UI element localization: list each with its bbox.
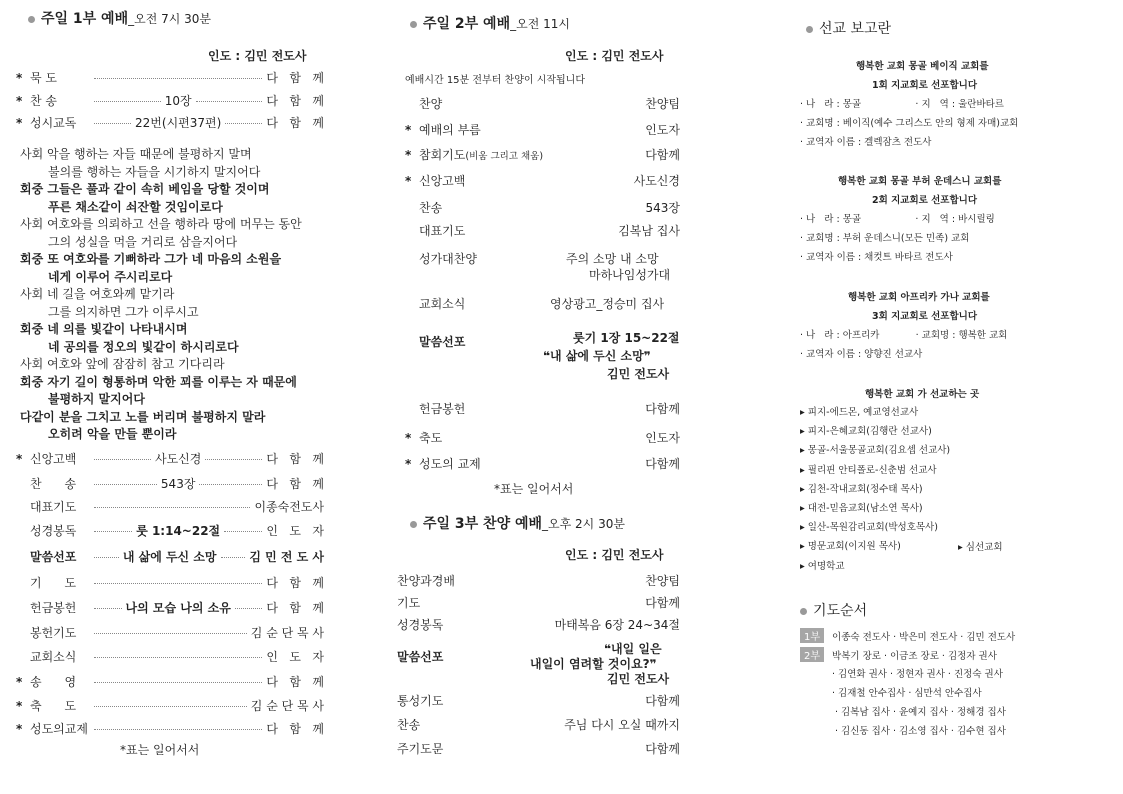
order-person: 찬양팀: [645, 97, 680, 111]
order-item: 참회기도: [419, 148, 466, 162]
service-3-title: [410, 513, 625, 533]
order-person: 다 함 께: [266, 601, 325, 615]
report-detail: · 교역자 이름 : 양향진 선교사: [800, 349, 923, 360]
prayer-names: 이종숙 전도사 · 박은미 전도사 · 김민 전도사: [832, 632, 1016, 643]
standing-marker: *: [16, 722, 23, 736]
order-item: 기도: [397, 596, 421, 610]
prayer-order-heading: 기도순서: [813, 603, 868, 619]
order-row: [397, 692, 680, 709]
prayer-names-more: · 김재철 안수집사 · 심만석 안수집사: [832, 688, 982, 699]
report-detail: · 교회명 : 베이직(예수 그리스도 안의 형제 자매)교회: [800, 118, 1019, 129]
sermon-preacher: 김민 전도사: [607, 367, 670, 381]
order-item: 찬양과경배: [397, 574, 455, 588]
order-row: [16, 114, 324, 131]
dot-leader: [94, 682, 262, 683]
order-row: [16, 648, 324, 665]
order-detail: 22번(시편37편): [135, 116, 222, 130]
order-person: 사도신경: [633, 174, 680, 188]
order-person: 다 함 께: [266, 452, 325, 466]
order-person: 다함께: [645, 457, 680, 471]
standing-marker: *: [405, 431, 412, 445]
prayer-row: [800, 647, 997, 662]
report-heading: 행복한 교회 몽골 베이직 교회를: [856, 61, 989, 72]
order-item: 헌금봉헌: [419, 402, 466, 416]
report-declaration: 2회 지교회로 선포합니다: [872, 195, 977, 206]
order-person: 다 함 께: [266, 576, 324, 590]
standing-marker: *: [405, 457, 412, 471]
bullet-icon: [800, 608, 807, 615]
order-row: [405, 455, 680, 472]
service-1-title: [28, 8, 211, 28]
order-item: 성도의교제: [30, 722, 88, 736]
order-person: 다 함 께: [266, 71, 324, 85]
order-item: 신앙고백: [30, 452, 77, 466]
order-row: [419, 400, 680, 417]
order-item: 찬 송: [30, 477, 77, 491]
dot-leader: [225, 123, 262, 124]
order-item: 교회소식: [30, 650, 77, 664]
support-extra: ▸ 심선교회: [958, 542, 1003, 553]
order-person: 김복남 집사: [618, 224, 680, 238]
order-row: [16, 574, 324, 591]
order-person: 다 함 께: [266, 722, 324, 736]
order-detail: 543장: [160, 477, 196, 491]
prayer-names-more: · 김연화 권사 · 정현자 권사 · 진정숙 권사: [832, 669, 1003, 680]
order-detail: 10장: [164, 94, 192, 108]
report-detail: · 나 라 : 몽골 · 지 역 : 바시릴링: [800, 214, 995, 225]
order-row: [16, 522, 324, 539]
order-item: 찬양: [419, 97, 443, 111]
sermon-title: ❝내 삶에 두신 소망❞: [543, 349, 651, 363]
report-detail: · 나 라 : 몽골 · 지 역 : 울란바타르: [800, 99, 1004, 110]
support-item: ▸ 필리핀 안티폴로-신춘범 선교사: [800, 464, 937, 476]
reading-line: 다같이 분을 그치고 노를 버리며 불평하지 말라: [20, 409, 266, 424]
reading-line: 사회 여호와를 의뢰하고 선을 행하라 땅에 머무는 동안: [20, 217, 302, 231]
support-item: ▸ 피지-에드몬, 예교영선교사: [800, 407, 919, 418]
order-row: [397, 594, 680, 611]
order-row: [16, 548, 324, 565]
support-item: ▸ 대전-믿음교회(남소연 목사): [800, 503, 923, 514]
bullet-icon: [806, 26, 813, 33]
order-row: [419, 222, 680, 239]
dot-leader: [205, 459, 262, 460]
order-person: 찬양팀: [645, 574, 680, 588]
order-person: 인도자: [645, 123, 680, 137]
order-item: 찬송: [419, 201, 443, 215]
sermon-reference: 룻기 1장 15~22절: [573, 331, 680, 345]
reading-line: 네 공의를 정오의 빛같이 하시리로다: [48, 339, 239, 354]
order-person: 주님 다시 오실 때까지: [564, 718, 680, 732]
news-label: 교회소식: [419, 297, 466, 311]
service-2-title: [410, 13, 570, 33]
order-person: 김 순 단 목 사: [250, 699, 324, 713]
order-person: 인 도 자: [266, 650, 324, 664]
sermon-3-title-2: 내일이 염려할 것이요?❞: [530, 657, 657, 671]
order-row: [16, 599, 324, 616]
order-item: 예배의 부름: [419, 123, 481, 137]
reading-line: 회중 그들은 풀과 같이 속히 베임을 당할 것이며: [20, 182, 270, 196]
order-row: [16, 498, 324, 515]
reading-line: 그를 의지하면 그가 이루시고: [48, 304, 199, 319]
order-row: [397, 616, 680, 633]
order-row: [16, 92, 324, 109]
report-detail: · 나 라 : 아프리카 · 교회명 : 행복한 교회: [800, 330, 1008, 341]
order-detail: 나의 모습 나의 소유: [125, 601, 231, 615]
support-item: ▸ 명문교회(이지원 목사): [800, 541, 901, 553]
order-person: 다 함 께: [266, 675, 324, 689]
sermon-label: 말씀선포: [419, 335, 466, 349]
standing-marker: *: [16, 699, 23, 713]
dot-leader: [221, 557, 246, 558]
dot-leader: [235, 608, 263, 609]
report-detail: · 교역자 이름 : 채컷트 바타르 전도사: [800, 252, 953, 263]
order-item: 대표기도: [419, 224, 466, 238]
order-person: 543장: [645, 201, 680, 215]
standing-marker: *: [16, 71, 23, 85]
sermon-3-label: 말씀선포: [397, 650, 444, 664]
dot-leader: [94, 729, 262, 730]
order-row: [16, 673, 324, 690]
order-row: [16, 624, 324, 641]
order-row: [405, 429, 680, 446]
prayer-order-title: [800, 600, 867, 620]
order-item: 봉헌기도: [30, 626, 77, 640]
sermon-3-title-1: ❝내일 일은: [604, 642, 662, 656]
order-person: 김 민 전 도 사: [249, 550, 325, 564]
service-1-standing-note: *표는 일어서서: [120, 743, 200, 757]
reading-line: 사회 악을 행하는 자들 때문에 불평하지 말며: [20, 147, 252, 161]
dot-leader: [94, 657, 262, 658]
service-2-standing-note: *표는 일어서서: [494, 482, 574, 496]
order-person: 다함께: [645, 148, 680, 162]
order-person: 김 순 단 목 사: [250, 626, 324, 640]
reading-line: 사회 여호와 앞에 잠잠히 참고 기다리라: [20, 357, 225, 371]
order-item: 말씀선포: [30, 550, 77, 564]
order-detail: 사도신경: [154, 452, 202, 466]
order-item: 성도의 교제: [419, 457, 481, 471]
order-row: [397, 716, 680, 733]
service-2-name: 주일 2부 예배: [423, 16, 511, 32]
standing-marker: *: [405, 148, 412, 162]
order-row: [397, 740, 680, 757]
prayer-names-more: · 김신동 집사 · 김소영 집사 · 김수현 집사: [835, 726, 1006, 737]
reading-line: 회중 자기 길이 형통하며 악한 꾀를 이루는 자 때문에: [20, 374, 297, 389]
dot-leader: [224, 531, 262, 532]
prayer-row: [800, 628, 1015, 643]
order-item: 통성기도: [397, 694, 444, 708]
report-declaration: 3회 지교회로 선포합니다: [872, 311, 977, 322]
order-person: 인도자: [645, 431, 680, 445]
order-person: 다 함 께: [266, 477, 325, 491]
order-item: 축도: [419, 431, 443, 445]
order-item: 기 도: [30, 576, 77, 590]
dot-leader: [94, 706, 247, 707]
report-declaration: 1회 지교회로 선포합니다: [872, 80, 977, 91]
dot-leader: [94, 459, 151, 460]
reading-line: 네게 이루어 주시리로다: [48, 269, 173, 284]
prayer-badge: 1부: [800, 628, 824, 643]
dot-leader: [94, 531, 132, 532]
order-item: 성경봉독: [30, 524, 77, 538]
service-2-time: _오전 11시: [510, 17, 570, 31]
dot-leader: [94, 101, 161, 102]
order-row: [405, 172, 680, 189]
mission-report-title: [806, 18, 891, 38]
dot-leader: [94, 608, 122, 609]
dot-leader: [94, 78, 262, 79]
choir-name: 마하나임성가대: [589, 268, 671, 282]
standing-marker: *: [16, 452, 23, 466]
order-item: 성시교독: [30, 116, 77, 130]
prayer-names-more: · 김복남 집사 · 윤예지 집사 · 정해경 집사: [835, 707, 1006, 718]
standing-marker: *: [16, 116, 23, 130]
service-1-name: 주일 1부 예배: [41, 11, 129, 27]
report-heading: 행복한 교회 아프리카 가나 교회를: [848, 292, 990, 303]
mission-report-heading: 선교 보고란: [819, 21, 892, 37]
order-row: [405, 121, 680, 138]
order-row: [419, 95, 680, 112]
support-title: 행복한 교회 가 선교하는 곳: [865, 389, 980, 400]
bullet-icon: [410, 21, 417, 28]
order-row: [16, 697, 324, 714]
report-detail: · 교역자 이름 : 겔렉잠츠 전도사: [800, 137, 932, 148]
news-who: 영상광고_정승미 집사: [550, 297, 665, 311]
support-item: ▸ 일산-목원감리교회(박성호목사): [800, 522, 938, 534]
order-detail: 룻 1:14~22절: [136, 524, 221, 538]
bullet-icon: [28, 16, 35, 23]
order-item: 찬 송: [30, 94, 57, 108]
order-item: 축 도: [30, 699, 77, 713]
service-1-leader: 인도 : 김민 전도사: [208, 49, 307, 63]
order-detail: 내 삶에 두신 소망: [122, 550, 217, 564]
order-person: 다 함 께: [266, 94, 325, 108]
support-item: ▸ 여명학교: [800, 560, 845, 572]
order-row: [405, 146, 680, 163]
order-person: 이종숙전도사: [254, 500, 324, 514]
reading-line: 사회 네 길을 여호와께 맡기라: [20, 287, 175, 301]
service-2-notice: 예배시간 15분 전부터 찬양이 시작됩니다: [405, 75, 585, 86]
order-person: 다 함 께: [266, 116, 325, 130]
prayer-badge: 2부: [800, 647, 824, 662]
choir-label: 성가대찬양: [419, 252, 477, 266]
choir-song: 주의 소망 내 소망: [566, 252, 659, 266]
support-item: ▸ 김천-작내교회(정수태 목사): [800, 483, 923, 495]
order-person: 인 도 자: [266, 524, 325, 538]
reading-line: 회중 네 의를 빛같이 나타내시며: [20, 322, 188, 336]
sermon-3-preacher: 김민 전도사: [607, 672, 670, 686]
order-person: 마태복음 6장 24~34절: [554, 618, 680, 632]
order-person: 다함께: [645, 742, 680, 756]
order-item: 찬송: [397, 718, 421, 732]
dot-leader: [94, 507, 250, 508]
prayer-names: 박복기 장로 · 이금조 장로 · 김정자 권사: [832, 651, 997, 662]
order-item: 신앙고백: [419, 174, 466, 188]
order-row: [16, 450, 324, 467]
reading-line: 오히려 악을 만들 뿐이라: [48, 427, 177, 441]
order-row: [419, 199, 680, 216]
support-item: ▸ 몽골-서울몽골교회(김요셉 선교사): [800, 445, 951, 457]
order-person: 다함께: [645, 694, 680, 708]
dot-leader: [196, 101, 263, 102]
order-row: [16, 475, 324, 492]
order-row: [16, 69, 324, 86]
service-3-name: 주일 3부 찬양 예배: [423, 516, 543, 532]
reading-line: 회중 또 여호와를 기뻐하라 그가 네 마음의 소원을: [20, 252, 282, 266]
dot-leader: [94, 633, 247, 634]
standing-marker: *: [405, 123, 412, 137]
reading-line: 불평하지 말지어다: [48, 392, 145, 406]
dot-leader: [199, 484, 262, 485]
reading-line: 푸른 채소같이 쇠잔할 것임이로다: [48, 199, 223, 214]
order-item: 성경봉독: [397, 618, 444, 632]
report-heading: 행복한 교회 몽골 부허 운데스니 교회를: [838, 176, 1002, 187]
order-item: 주기도문: [397, 742, 444, 756]
standing-marker: *: [16, 675, 23, 689]
order-person: 다함께: [645, 596, 680, 610]
order-row: [16, 720, 324, 737]
order-item: 묵 도: [30, 71, 57, 85]
order-item: 송 영: [30, 675, 77, 689]
bullet-icon: [410, 521, 417, 528]
service-2-leader: 인도 : 김민 전도사: [565, 49, 664, 63]
order-person: 다함께: [645, 402, 680, 416]
standing-marker: *: [405, 174, 412, 188]
dot-leader: [94, 123, 131, 124]
order-item: 대표기도: [30, 500, 77, 514]
order-note: (비움 그리고 채움): [465, 151, 544, 162]
service-1-time: _오전 7시 30분: [128, 12, 212, 26]
dot-leader: [94, 583, 262, 584]
reading-line: 불의를 행하는 자들을 시기하지 말지어다: [48, 164, 261, 179]
dot-leader: [94, 484, 157, 485]
report-detail: · 교회명 : 부허 운데스니(모든 민족) 교회: [800, 233, 970, 244]
support-item: ▸ 피지-은혜교회(김행란 선교사): [800, 426, 932, 438]
service-3-time: _오후 2시 30분: [542, 517, 625, 531]
order-row: [397, 572, 680, 589]
reading-line: 그의 성실을 먹을 거리로 삼을지어다: [48, 234, 238, 249]
standing-marker: *: [16, 94, 23, 108]
service-3-leader: 인도 : 김민 전도사: [565, 548, 664, 562]
order-item: 헌금봉헌: [30, 601, 77, 615]
dot-leader: [94, 557, 119, 558]
